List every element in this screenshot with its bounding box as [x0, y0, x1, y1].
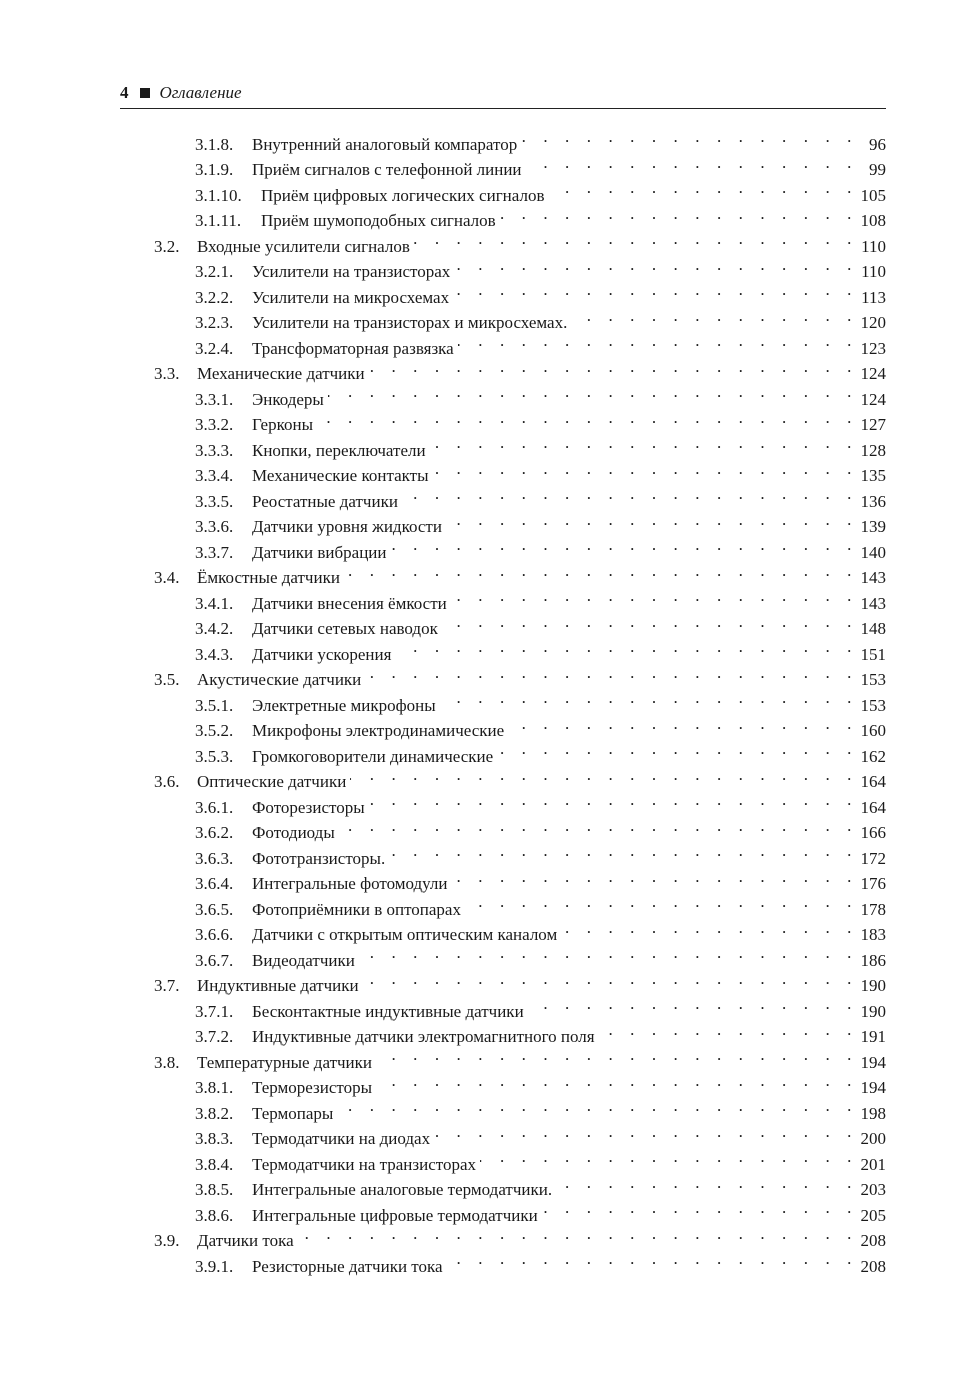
- toc-entry-title: Индуктивные датчики электромагнитного поля: [252, 1027, 595, 1046]
- dot-leader: [442, 609, 858, 635]
- toc-section-row[interactable]: [120, 558, 886, 587]
- dot-leader: [369, 354, 858, 380]
- dot-leader: [337, 1093, 858, 1119]
- toc-entry-number: 3.3.1.: [195, 389, 234, 409]
- toc-entry-number: 3.6.5.: [195, 899, 234, 919]
- toc-subsection-row[interactable]: [120, 1119, 886, 1148]
- toc-entry-number: 3.5.3.: [195, 746, 234, 766]
- toc-entry-page: 148: [860, 619, 886, 638]
- page-number: 4: [120, 83, 129, 102]
- toc-entry-page: 128: [860, 440, 886, 460]
- toc-entry-number: 3.6.6.: [195, 925, 234, 944]
- toc-entry-title: Реостатные датчики: [252, 491, 398, 511]
- toc-entry-page: 110: [861, 236, 886, 256]
- toc-subsection-row[interactable]: [120, 481, 886, 511]
- toc-subsection-row[interactable]: [120, 1195, 886, 1225]
- dot-leader: [454, 252, 858, 278]
- toc-subsection-row[interactable]: [120, 124, 886, 154]
- toc-entry-page: 191: [860, 1027, 886, 1046]
- toc-subsection-row[interactable]: [120, 379, 886, 409]
- toc-entry-page: 200: [860, 1129, 886, 1148]
- toc-entry-number: 3.3.5.: [195, 491, 234, 511]
- toc-entry-page: 143: [860, 568, 886, 587]
- toc-subsection-row[interactable]: [120, 889, 886, 919]
- toc-entry-page: 124: [860, 364, 886, 383]
- toc-subsection-row[interactable]: [120, 1246, 886, 1276]
- toc-entry-number: 3.8.1.: [195, 1078, 234, 1097]
- toc-entry-title: Акустические датчики: [197, 670, 362, 689]
- toc-subsection-row[interactable]: [120, 277, 886, 307]
- toc-entry-title: Терморезисторы: [252, 1078, 373, 1097]
- toc-subsection-row[interactable]: [120, 150, 886, 179]
- dot-leader: [528, 991, 858, 1017]
- dot-leader: [369, 787, 858, 813]
- toc-entry-page: 162: [860, 746, 886, 766]
- toc-entry-number: 3.4.2.: [195, 619, 234, 638]
- toc-entry-page: 108: [860, 211, 886, 230]
- toc-entry-number: 3.3.2.: [195, 415, 234, 434]
- toc-subsection-row[interactable]: [120, 609, 886, 638]
- toc-entry-title: Датчики уровня жидкости: [252, 517, 442, 536]
- toc-subsection-row[interactable]: [120, 507, 886, 536]
- toc-entry-title: Громкоговорители динамические: [252, 746, 494, 766]
- toc-entry-title: Интегральные аналоговые термодатчики.: [252, 1180, 553, 1199]
- dot-leader: [317, 405, 858, 431]
- toc-subsection-row[interactable]: [120, 711, 886, 740]
- dot-leader: [465, 889, 858, 915]
- toc-section-row[interactable]: [120, 1221, 886, 1250]
- toc-entry-page: 124: [860, 389, 886, 409]
- toc-entry-page: 120: [860, 313, 886, 332]
- toc-entry-number: 3.6.3.: [195, 848, 234, 868]
- toc-entry-number: 3.4.1.: [195, 593, 234, 613]
- toc-entry-number: 3.9.1.: [195, 1256, 234, 1276]
- toc-entry-title: Герконы: [252, 415, 313, 434]
- toc-section-row[interactable]: [120, 966, 886, 995]
- toc-entry-page: 96: [869, 134, 886, 154]
- toc-entry-number: 3.6.7.: [195, 950, 234, 970]
- dot-leader: [376, 1068, 858, 1094]
- toc-subsection-row[interactable]: [120, 303, 886, 332]
- toc-entry-page: 110: [861, 262, 886, 281]
- toc-entry-page: 113: [861, 287, 886, 307]
- toc-entry-page: 153: [860, 695, 886, 715]
- toc-entry-title: Датчики тока: [197, 1231, 294, 1250]
- toc-entry-page: 172: [860, 848, 886, 868]
- dot-leader: [508, 711, 858, 737]
- toc-entry-number: 3.1.8.: [195, 134, 234, 154]
- toc-entry-number: 3.3.: [154, 364, 180, 383]
- toc-entry-title: Фотоприёмники в оптопарах: [252, 899, 461, 919]
- toc-subsection-row[interactable]: [120, 864, 886, 893]
- toc-entry-page: 201: [860, 1154, 886, 1174]
- dot-leader: [500, 201, 858, 227]
- dot-leader: [391, 532, 859, 558]
- toc-entry-title: Электретные микрофоны: [252, 695, 436, 715]
- dot-leader: [440, 685, 858, 711]
- toc-section-row[interactable]: [120, 226, 886, 256]
- toc-entry-number: 3.3.6.: [195, 517, 234, 536]
- toc-entry-number: 3.4.3.: [195, 644, 234, 664]
- toc-entry-page: 143: [860, 593, 886, 613]
- toc-entry-title: Термодатчики на диодах: [252, 1129, 431, 1148]
- toc-entry-title: Бесконтактные индуктивные датчики: [252, 1001, 524, 1021]
- dot-leader: [430, 430, 858, 456]
- dot-leader: [458, 328, 858, 354]
- toc-entry-title: Температурные датчики: [197, 1052, 372, 1072]
- toc-entry-number: 3.2.3.: [195, 313, 234, 332]
- toc-section-row[interactable]: [120, 660, 886, 689]
- toc-subsection-row[interactable]: [120, 430, 886, 460]
- toc-entry-title: Датчики ускорения: [252, 644, 392, 664]
- toc-entry-title: Внутренний аналоговый компаратор: [252, 134, 518, 154]
- toc-entry-number: 3.2.1.: [195, 262, 234, 281]
- toc-entry-title: Видеодатчики: [252, 950, 355, 970]
- toc-entry-title: Ёмкостные датчики: [197, 568, 340, 587]
- dot-leader: [414, 226, 858, 252]
- toc-entry-page: 186: [860, 950, 886, 970]
- dot-leader: [395, 634, 858, 660]
- toc-entry-page: 166: [860, 823, 886, 842]
- toc-entry-page: 198: [860, 1103, 886, 1123]
- toc-entry-page: 208: [860, 1231, 886, 1250]
- dot-leader: [389, 838, 858, 864]
- toc-entry-title: Энкодеры: [252, 389, 324, 409]
- toc-entry-title: Усилители на транзисторах: [252, 262, 451, 281]
- toc-subsection-row[interactable]: [120, 838, 886, 868]
- toc-entry-number: 3.6.4.: [195, 874, 234, 893]
- toc-entry-title: Кнопки, переключатели: [252, 440, 426, 460]
- dot-leader: [359, 940, 858, 966]
- dot-leader: [453, 277, 858, 303]
- toc-entry-number: 3.2.: [154, 236, 180, 256]
- dot-leader: [480, 1144, 858, 1170]
- toc-entry-number: 3.8.5.: [195, 1180, 234, 1199]
- dot-leader: [599, 1017, 858, 1043]
- toc-subsection-row[interactable]: [120, 328, 886, 358]
- running-title: Оглавление: [159, 83, 242, 102]
- dot-leader: [446, 507, 858, 533]
- toc-entry-number: 3.1.9.: [195, 160, 234, 179]
- toc-section-row[interactable]: [120, 1042, 886, 1072]
- toc-entry-title: Термопары: [252, 1103, 334, 1123]
- toc-entry-number: 3.8.2.: [195, 1103, 234, 1123]
- toc-entry-number: 3.6.1.: [195, 797, 234, 817]
- page-header: [120, 80, 886, 109]
- toc-subsection-row[interactable]: [120, 1170, 886, 1199]
- toc-entry-page: 164: [860, 797, 886, 817]
- toc-entry-number: 3.4.: [154, 568, 180, 587]
- toc-subsection-row[interactable]: [120, 915, 886, 944]
- toc-entry-number: 3.1.10.: [195, 185, 242, 205]
- toc-entry-number: 3.6.2.: [195, 823, 234, 842]
- toc-subsection-row[interactable]: [120, 201, 886, 230]
- toc-entry-title: Интегральные цифровые термодатчики: [252, 1205, 538, 1225]
- toc-subsection-row[interactable]: [120, 634, 886, 664]
- dot-leader: [339, 813, 858, 839]
- dot-leader: [561, 915, 858, 941]
- toc-entry-number: 3.2.2.: [195, 287, 234, 307]
- toc-subsection-row[interactable]: [120, 736, 886, 766]
- toc-entry-number: 3.3.7.: [195, 542, 234, 562]
- toc-entry-number: 3.5.2.: [195, 721, 234, 740]
- toc-entry-title: Приём шумоподобных сигналов: [261, 211, 496, 230]
- toc-subsection-row[interactable]: [120, 1093, 886, 1123]
- toc-subsection-row[interactable]: [120, 1068, 886, 1097]
- toc-entry-page: 160: [860, 721, 886, 740]
- dot-leader: [548, 175, 858, 201]
- toc-subsection-row[interactable]: [120, 252, 886, 281]
- toc-entry-title: Фотодиоды: [252, 823, 335, 842]
- dot-leader: [344, 558, 858, 584]
- toc-subsection-row[interactable]: [120, 1017, 886, 1046]
- toc-entry-title: Усилители на транзисторах и микросхемах.: [252, 313, 568, 332]
- toc-entry-page: 194: [860, 1052, 886, 1072]
- toc-entry-number: 3.5.: [154, 670, 180, 689]
- toc-entry-title: Датчики с открытым оптическим каналом: [252, 925, 558, 944]
- toc-entry-page: 151: [860, 644, 886, 664]
- toc-entry-page: 176: [860, 874, 886, 893]
- toc-entry-page: 135: [860, 466, 886, 485]
- toc-entry-page: 178: [860, 899, 886, 919]
- toc-subsection-row[interactable]: [120, 532, 886, 562]
- toc-entry-title: Механические контакты: [252, 466, 429, 485]
- dot-leader: [402, 481, 858, 507]
- toc-entry-page: 105: [860, 185, 886, 205]
- toc-entry-number: 3.2.4.: [195, 338, 234, 358]
- toc-entry-page: 190: [860, 976, 886, 995]
- dot-leader: [497, 736, 858, 762]
- dot-leader: [434, 1119, 858, 1145]
- toc-entry-title: Приём цифровых логических сигналов: [261, 185, 545, 205]
- toc-entry-number: 3.1.11.: [195, 211, 242, 230]
- dot-leader: [447, 1246, 858, 1272]
- toc-entry-number: 3.3.3.: [195, 440, 234, 460]
- toc-entry-title: Оптические датчики: [197, 772, 347, 791]
- toc-subsection-row[interactable]: [120, 685, 886, 715]
- toc-entry-page: 140: [860, 542, 886, 562]
- toc-subsection-row[interactable]: [120, 175, 886, 205]
- toc-section-row[interactable]: [120, 762, 886, 791]
- toc-section-row[interactable]: [120, 354, 886, 383]
- toc-entry-number: 3.7.1.: [195, 1001, 234, 1021]
- toc-entry-number: 3.7.: [154, 976, 180, 995]
- toc-entry-title: Микрофоны электродинамические: [252, 721, 505, 740]
- dot-leader: [376, 1042, 858, 1068]
- toc-entry-title: Индуктивные датчики: [197, 976, 359, 995]
- toc-entry-page: 127: [860, 415, 886, 434]
- dot-leader: [526, 150, 858, 176]
- table-of-contents: [120, 124, 886, 1276]
- toc-entry-number: 3.8.4.: [195, 1154, 234, 1174]
- toc-entry-page: 208: [860, 1256, 886, 1276]
- dot-leader: [521, 124, 858, 150]
- toc-entry-title: Резисторные датчики тока: [252, 1256, 443, 1276]
- toc-entry-page: 183: [860, 925, 886, 944]
- toc-entry-number: 3.3.4.: [195, 466, 234, 485]
- toc-entry-title: Фототранзисторы.: [252, 848, 386, 868]
- dot-leader: [298, 1221, 858, 1247]
- square-bullet-icon: [140, 88, 150, 98]
- dot-leader: [452, 864, 859, 890]
- dot-leader: [363, 966, 858, 992]
- toc-entry-title: Датчики вибрации: [252, 542, 387, 562]
- toc-entry-title: Трансформаторная развязка: [252, 338, 454, 358]
- toc-entry-title: Входные усилители сигналов: [197, 236, 410, 256]
- toc-subsection-row[interactable]: [120, 583, 886, 613]
- toc-entry-page: 153: [860, 670, 886, 689]
- toc-entry-title: Приём сигналов с телефонной линии: [252, 160, 522, 179]
- toc-subsection-row[interactable]: [120, 813, 886, 842]
- toc-entry-title: Датчики сетевых наводок: [252, 619, 438, 638]
- toc-entry-number: 3.8.3.: [195, 1129, 234, 1148]
- toc-entry-page: 164: [860, 772, 886, 791]
- dot-leader: [556, 1170, 858, 1196]
- toc-entry-title: Механические датчики: [197, 364, 365, 383]
- toc-entry-number: 3.6.: [154, 772, 180, 791]
- toc-subsection-row[interactable]: [120, 456, 886, 485]
- toc-entry-number: 3.9.: [154, 1231, 180, 1250]
- toc-entry-title: Термодатчики на транзисторах: [252, 1154, 477, 1174]
- toc-entry-page: 190: [860, 1001, 886, 1021]
- toc-entry-number: 3.8.6.: [195, 1205, 234, 1225]
- toc-entry-page: 194: [860, 1078, 886, 1097]
- toc-entry-page: 205: [860, 1205, 886, 1225]
- toc-entry-number: 3.7.2.: [195, 1027, 234, 1046]
- toc-entry-page: 123: [860, 338, 886, 358]
- dot-leader: [350, 762, 858, 788]
- toc-subsection-row[interactable]: [120, 1144, 886, 1174]
- toc-subsection-row[interactable]: [120, 940, 886, 970]
- toc-entry-title: Усилители на микросхемах: [252, 287, 450, 307]
- dot-leader: [365, 660, 858, 686]
- toc-entry-page: 136: [860, 491, 886, 511]
- dot-leader: [571, 303, 858, 329]
- toc-entry-page: 203: [860, 1180, 886, 1199]
- toc-entry-title: Фоторезисторы: [252, 797, 365, 817]
- dot-leader: [542, 1195, 858, 1221]
- toc-entry-page: 99: [869, 160, 886, 179]
- toc-subsection-row[interactable]: [120, 991, 886, 1021]
- toc-entry-title: Интегральные фотомодули: [252, 874, 448, 893]
- dot-leader: [328, 379, 858, 405]
- toc-subsection-row[interactable]: [120, 405, 886, 434]
- dot-leader: [451, 583, 858, 609]
- toc-entry-number: 3.8.: [154, 1052, 180, 1072]
- toc-entry-number: 3.5.1.: [195, 695, 234, 715]
- toc-subsection-row[interactable]: [120, 787, 886, 817]
- toc-entry-title: Датчики внесения ёмкости: [252, 593, 447, 613]
- toc-entry-page: 139: [860, 517, 886, 536]
- dot-leader: [433, 456, 858, 482]
